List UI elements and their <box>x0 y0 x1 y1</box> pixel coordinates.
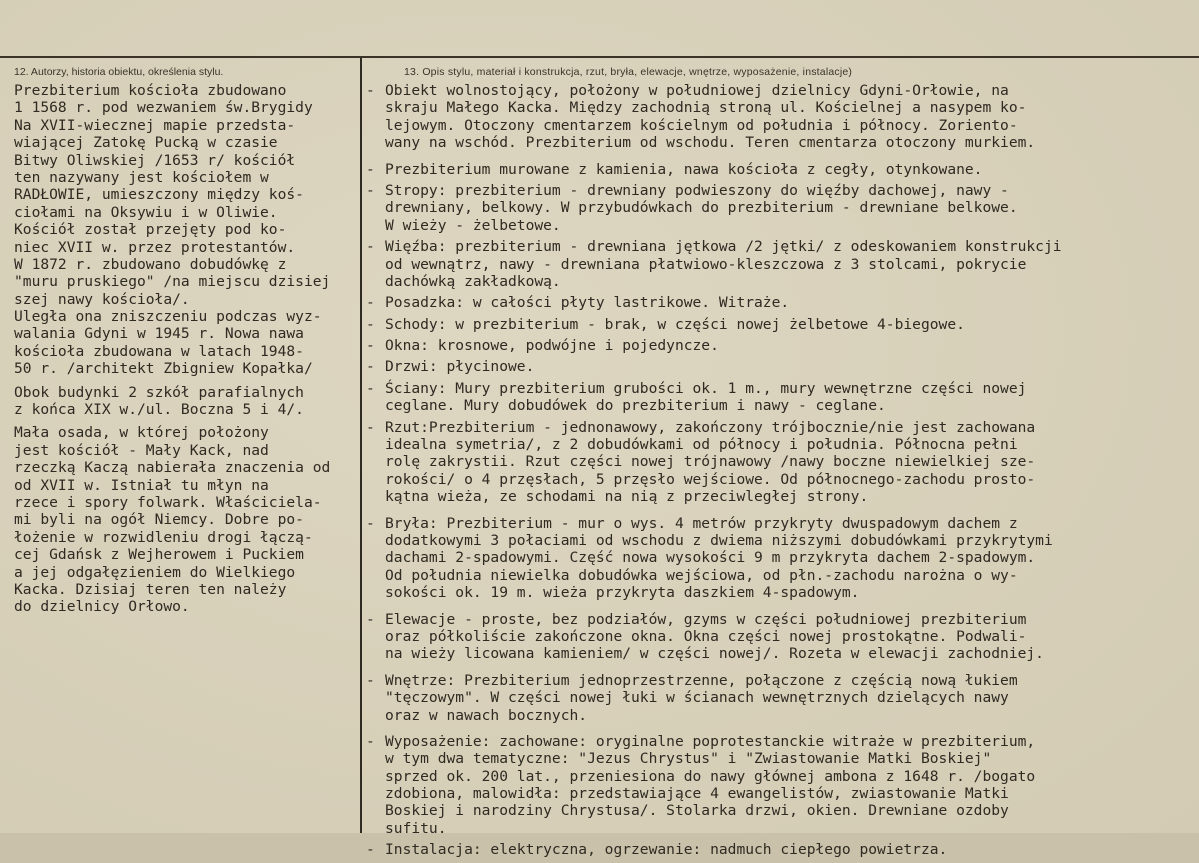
text-line: z końca XIX w./ul. Boczna 5 i 4/. <box>14 401 304 419</box>
text-line: Od południa niewielka dobudówka wejściowa, od płn.-zachodu narożna o wy- <box>385 566 1018 584</box>
text-line: rolę zakrystii. Rzut części nowej trójnawowy /nawy boczne niewielkiej sze- <box>385 453 1036 471</box>
text-line: ceglane. Mury dobudówek do prezbiterium i nawy - ceglane. <box>385 397 886 415</box>
description-item <box>366 316 1196 333</box>
description-item <box>366 611 1196 663</box>
bullet-dash: - <box>366 337 375 355</box>
text-line: wiającej Zatokę Pucką w czasie <box>14 134 278 152</box>
text-line: Obiekt wolnostojący, położony w południowej dzielnicy Gdyni-Orłowie, na <box>385 82 1009 99</box>
bullet-dash: - <box>366 294 375 312</box>
text-line: W 1872 r. zbudowano dobudówkę z <box>14 255 287 273</box>
description-item <box>366 294 1196 311</box>
bullet-dash: - <box>366 315 375 333</box>
text-line: Drzwi: płycinowe. <box>385 358 535 376</box>
bullet-dash: - <box>366 841 375 859</box>
text-line: rokości/ o 4 przęsłach, 5 przęsło wejściowe. Od północnego-zachodu prosto- <box>385 470 1036 488</box>
description-item <box>366 841 1196 858</box>
text-line: Na XVII-wiecznej mapie przedsta- <box>14 116 296 134</box>
description-item <box>366 515 1196 602</box>
text-line: 1 1568 r. pod wezwaniem św.Brygidy <box>14 99 313 117</box>
text-line: oraz półkoliście zakończone okna. Okna części nowej prostokątne. Podwali- <box>385 627 1027 645</box>
text-line: ciołami na Oksywiu i w Oliwie. <box>14 203 278 221</box>
text-line: Prezbiterium murowane z kamienia, nawa kościoła z cegły, otynkowane. <box>385 160 983 178</box>
text-line: szej nawy kościoła/. <box>14 290 190 308</box>
text-line: Okna: krosnowe, podwójne i pojedyncze. <box>385 337 719 355</box>
text-line: cej Gdańsk z Wejherowem i Puckiem <box>14 546 304 564</box>
text-line: Instalacja: elektryczna, ogrzewanie: nadmuch ciepłego powietrza. <box>385 841 948 859</box>
text-line: na wieży licowana kamieniem/ w części nowej/. Rozeta w elewacji zachodniej. <box>385 645 1044 663</box>
description-item <box>366 238 1196 290</box>
text-line: lejowym. Otoczony cmentarzem kościelnym od południa i północy. Zoriento- <box>385 116 1018 134</box>
text-line: idealna symetria/, z 2 dobudówkami od północy i południa. Północna pełni <box>385 436 1018 454</box>
text-line: Wyposażenie: zachowane: oryginalne poprotestanckie witraże w prezbiterium, <box>385 732 1036 750</box>
description-item <box>366 82 1196 152</box>
text-line: kątna wieża, ze schodami na nią z przeciwległej strony. <box>385 488 869 506</box>
text-line: oraz w nawach bocznych. <box>385 706 588 724</box>
text-line: od XVII w. Istniał tu młyn na <box>14 476 269 494</box>
text-line: dachówką zakładkową. <box>385 272 561 290</box>
description-item <box>366 358 1196 375</box>
text-line: ten nazywany jest kościołem w <box>14 168 269 186</box>
text-line: sprzed ok. 200 lat., przeniesiona do nawy głównej ambona z 1648 r. /bogato <box>385 767 1036 785</box>
history-paragraph <box>14 82 358 378</box>
text-line: "muru pruskiego" /na miejscu dzisiej <box>14 273 331 291</box>
text-line: sokości ok. 19 m. wieża przykryta daszkiem 4-spadowym. <box>385 584 860 602</box>
text-line: Bitwy Oliwskiej /1653 r/ kościół <box>14 151 296 169</box>
text-line: od wewnątrz, nawy - drewniana płatwiowo-kleszczowa z 3 stolcami, pokrycie <box>385 255 1027 273</box>
bullet-dash: - <box>366 514 375 532</box>
text-line: W wieży - żelbetowe. <box>385 216 561 234</box>
description-item <box>366 419 1196 506</box>
text-line: dachami 2-spadowymi. Część nowa wysokości 9 m przykryta dachem 2-spadowym. <box>385 549 1036 567</box>
text-line: Schody: w prezbiterium - brak, w części nowej żelbetowe 4-biegowe. <box>385 315 965 333</box>
text-line: w tym dwa tematyczne: "Jezus Chrystus" i "Zwiastowanie Matki Boskiej" <box>385 750 992 768</box>
text-line: do dzielnicy Orłowo. <box>14 598 190 616</box>
top-rule <box>0 56 1199 58</box>
text-line: sufitu. <box>385 819 447 837</box>
description-item <box>366 161 1196 178</box>
description-item <box>366 733 1196 837</box>
description-item <box>366 672 1196 724</box>
history-paragraph <box>14 424 358 615</box>
text-line: Mała osada, w której położony <box>14 424 269 442</box>
text-line: Boskiej i narodziny Chrystusa/. Stolarka drzwi, okien. Drewniane ozdoby <box>385 802 1009 820</box>
text-line: Więźba: prezbiterium - drewniana jętkowa /2 jętki/ z odeskowaniem konstrukcji <box>385 238 1062 256</box>
bullet-dash: - <box>366 610 375 628</box>
text-line: 50 r. /architekt Zbigniew Kopałka/ <box>14 360 313 378</box>
text-line: Bryła: Prezbiterium - mur o wys. 4 metrów przykryty dwuspadowym dachem z <box>385 514 1018 532</box>
bullet-dash: - <box>366 732 375 750</box>
description-item <box>366 380 1196 415</box>
text-line: Kacka. Dzisiaj teren ten należy <box>14 580 287 598</box>
text-line: walania Gdyni w 1945 r. Nowa nawa <box>14 325 304 343</box>
text-line: kościoła zbudowana w latach 1948- <box>14 342 304 360</box>
right-column-header: 13. Opis stylu, materiał i konstrukcja, rzut, bryła, elewacje, wnętrze, wyposażenie, instalacje) <box>404 66 853 78</box>
bullet-dash: - <box>366 379 375 397</box>
column-divider <box>360 58 362 833</box>
bullet-dash: - <box>366 671 375 689</box>
text-line: skraju Małego Kacka. Między zachodnią stroną ul. Kościelnej a nasypem ko- <box>385 99 1027 117</box>
text-line: mi byli na ogół Niemcy. Dobre po- <box>14 511 304 529</box>
text-line: jest kościół - Mały Kack, nad <box>14 441 269 459</box>
text-line: Uległa ona zniszczeniu podczas wyz- <box>14 308 322 326</box>
description-column <box>366 82 1196 863</box>
bullet-dash: - <box>366 82 375 99</box>
text-line: "tęczowym". W części nowej łuki w ścianach wewnętrznych dzielących nawy <box>385 689 1009 707</box>
text-line: Wnętrze: Prezbiterium jednoprzestrzenne, połączone z częścią nową łukiem <box>385 671 1018 689</box>
description-item <box>366 182 1196 234</box>
text-line: Ściany: Mury prezbiterium grubości ok. 1 m., mury wewnętrzne części nowej <box>385 379 1027 397</box>
history-paragraph <box>14 384 358 419</box>
bullet-dash: - <box>366 160 375 178</box>
left-column-header: 12. Autorzy, historia obiektu, określenia stylu. <box>14 66 224 78</box>
text-line: Elewacje - proste, bez podziałów, gzyms w części południowej prezbiterium <box>385 610 1027 628</box>
text-line: Rzut:Prezbiterium - jednonawowy, zakończony trójbocznie/nie jest zachowana <box>385 418 1036 436</box>
text-line: RADŁOWIE, umieszczony między koś- <box>14 186 304 204</box>
text-line: Stropy: prezbiterium - drewniany podwieszony do więźby dachowej, nawy - <box>385 181 1009 199</box>
text-line: a jej odgałęzieniem do Wielkiego <box>14 563 296 581</box>
text-line: drewniany, belkowy. W przybudówkach do prezbiterium - drewniane belkowe. <box>385 199 1018 217</box>
text-line: niec XVII w. przez protestantów. <box>14 238 296 256</box>
text-line: Posadzka: w całości płyty lastrikowe. Witraże. <box>385 294 790 312</box>
text-line: Obok budynki 2 szkół parafialnych <box>14 383 304 401</box>
text-line: rzeczką Kaczą nabierała znaczenia od <box>14 459 331 477</box>
bullet-dash: - <box>366 181 375 199</box>
history-column <box>14 82 358 622</box>
text-line: wany na wschód. Prezbiterium od wschodu. Teren cmentarza otoczony murkiem. <box>385 134 1036 152</box>
description-item <box>366 337 1196 354</box>
bullet-dash: - <box>366 238 375 256</box>
bullet-dash: - <box>366 358 375 376</box>
text-line: Prezbiterium kościoła zbudowano <box>14 82 287 99</box>
text-line: dodatkowymi 3 połaciami od wschodu z dwiema niższymi dobudówkami przykrytymi <box>385 531 1053 549</box>
text-line: Kościół został przejęty pod ko- <box>14 221 287 239</box>
text-line: rzece i spory folwark. Właściciela- <box>14 493 322 511</box>
text-line: łożenie w rozwidleniu drogi łączą- <box>14 528 313 546</box>
bullet-dash: - <box>366 418 375 436</box>
text-line: zdobiona, malowidła: przedstawiające 4 ewangelistów, zwiastowanie Matki <box>385 785 1009 803</box>
